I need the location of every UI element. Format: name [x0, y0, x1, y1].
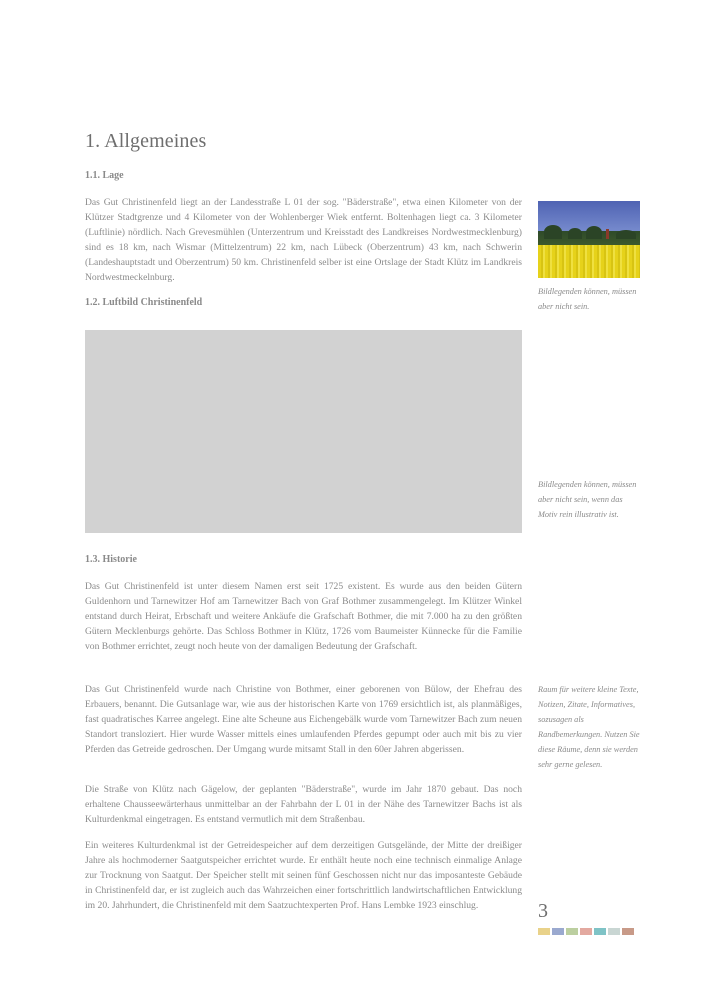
- aerial-caption: Bildlegenden können, müssen aber nicht sein, wenn das Motiv rein illustrativ ist.: [538, 480, 637, 519]
- color-swatch: [538, 928, 550, 935]
- historie-paragraph-3: Die Straße von Klütz nach Gägelow, der geplanten "Bäderstraße", wurde im Jahr 1870 gebaut. Das noch erhaltene Chausseewärterhaus unmittelbar an der Fahrbahn der L 01 in der Nähe des Tarnewitzer Bachs ist als Kulturdenkmal eingetragen. Es entstand vermutlich mit dem Straßenbau.: [85, 784, 522, 825]
- photo-tree: [544, 225, 562, 239]
- photo-caption: Bildlegenden können, müssen aber nicht sein.: [538, 287, 637, 311]
- historie-paragraph-2: Das Gut Christinenfeld wurde nach Christine von Bothmer, einer geborenen von Bülow, der Ehefrau des Erbauers, benannt. Die Gutsanlage war, wie aus der historischen Karte von 1769 ersichtlich ist, als planmäßiges, fast quadratisches Karree angelegt. Eine alte Scheune aus Eichengebälk wurde vom Tarnewitzer Bach zum neuen Standort transloziert. Hier wurde Wasser mittels eines umlaufenden Pferdes gepumpt oder auch mit bis zu vier Pferden das Getreide gedroschen. Der Umgang wurde mitsamt Stall in den 60er Jahren abgerissen.: [85, 684, 522, 755]
- photo-tree: [616, 230, 636, 239]
- margin-note: Raum für weitere kleine Texte, Notizen, Zitate, Informatives, sozusagen als Randbemerkungen. Nutzen Sie diese Räume, denn sie werden sehr gerne gelesen.: [538, 685, 640, 769]
- photo-tree: [586, 226, 602, 239]
- page-number: 3: [538, 900, 548, 922]
- historie-paragraph-4: Ein weiteres Kulturdenkmal ist der Getreidespeicher auf dem derzeitigen Gutsgelände, der Mitte der dreißiger Jahre als hochmoderner Saatgutspeicher errichtet wurde. Er enthält heute noch eine technisch einmalige Anlage zur Trocknung von Saatgut. Der Speicher stellt mit seinen fünf Geschossen nicht nur das imposanteste Gebäude in Christinenfeld dar, er ist zugleich auch das Wahrzeichen einer fortschrittlich landwirtschaftlichen Entwicklung im 20. Jahrhundert, die Christinenfeld mit dem Saatzuchtexperten Prof. Hans Lembke 1923 einschlug.: [85, 840, 522, 911]
- photo-tree: [568, 228, 582, 239]
- color-swatch: [552, 928, 564, 935]
- section-heading-lage: 1.1. Lage: [85, 170, 124, 181]
- color-swatch: [580, 928, 592, 935]
- section-heading-luftbild: 1.2. Luftbild Christinenfeld: [85, 297, 203, 308]
- historie-paragraph-1: Das Gut Christinenfeld ist unter diesem Namen erst seit 1725 existent. Es wurde aus den beiden Gütern Guldenhorn und Tarnewitzer Hof am Tarnewitzer Bach von Graf Bothmer zusammengelegt. Im Klützer Winkel entstand durch Heirat, Erbschaft und weitere Ankäufe die Grafschaft Bothmer, die mit 7.000 ha zu den größten Gütern Mecklenburgs gehörte. Das Schloss Bothmer in Klütz, 1726 vom Baumeister Künnecke für die Familie von Bothmer errichtet, zeugt noch heute von der damaligen Bedeutung der Grafschaft.: [85, 581, 522, 652]
- color-swatch-bar: [538, 928, 634, 935]
- photo-rapeseed-field: [538, 245, 640, 278]
- color-swatch: [622, 928, 634, 935]
- lage-paragraph: Das Gut Christinenfeld liegt an der Landesstraße L 01 der sog. "Bäderstraße", etwa einen Kilometer von der Klützer Stadtgrenze und 4 Kilometer von der Wohlenberger Wiek entfernt. Boltenhagen liegt ca. 3 Kilometer (Luftlinie) nördlich. Nach Grevesmühlen (Unterzentrum und Kreisstadt des Landkreises Nordwestmecklenburg) sind es 18 km, nach Wismar (Mittelzentrum) 22 km, nach Lübeck (Oberzentrum) 43 km, nach Schwerin (Landeshauptstadt und Oberzentrum) 50 km. Christinenfeld selber ist eine Ortslage der Stadt Klütz im Landkreis Nordwestmeckelnburg.: [85, 197, 522, 283]
- rapeseed-field-photo: [538, 201, 640, 278]
- aerial-image-placeholder: [85, 330, 522, 533]
- color-swatch: [608, 928, 620, 935]
- color-swatch: [566, 928, 578, 935]
- section-heading-historie: 1.3. Historie: [85, 554, 137, 565]
- color-swatch: [594, 928, 606, 935]
- photo-church-tower: [606, 229, 609, 239]
- chapter-title: 1. Allgemeines: [85, 130, 207, 152]
